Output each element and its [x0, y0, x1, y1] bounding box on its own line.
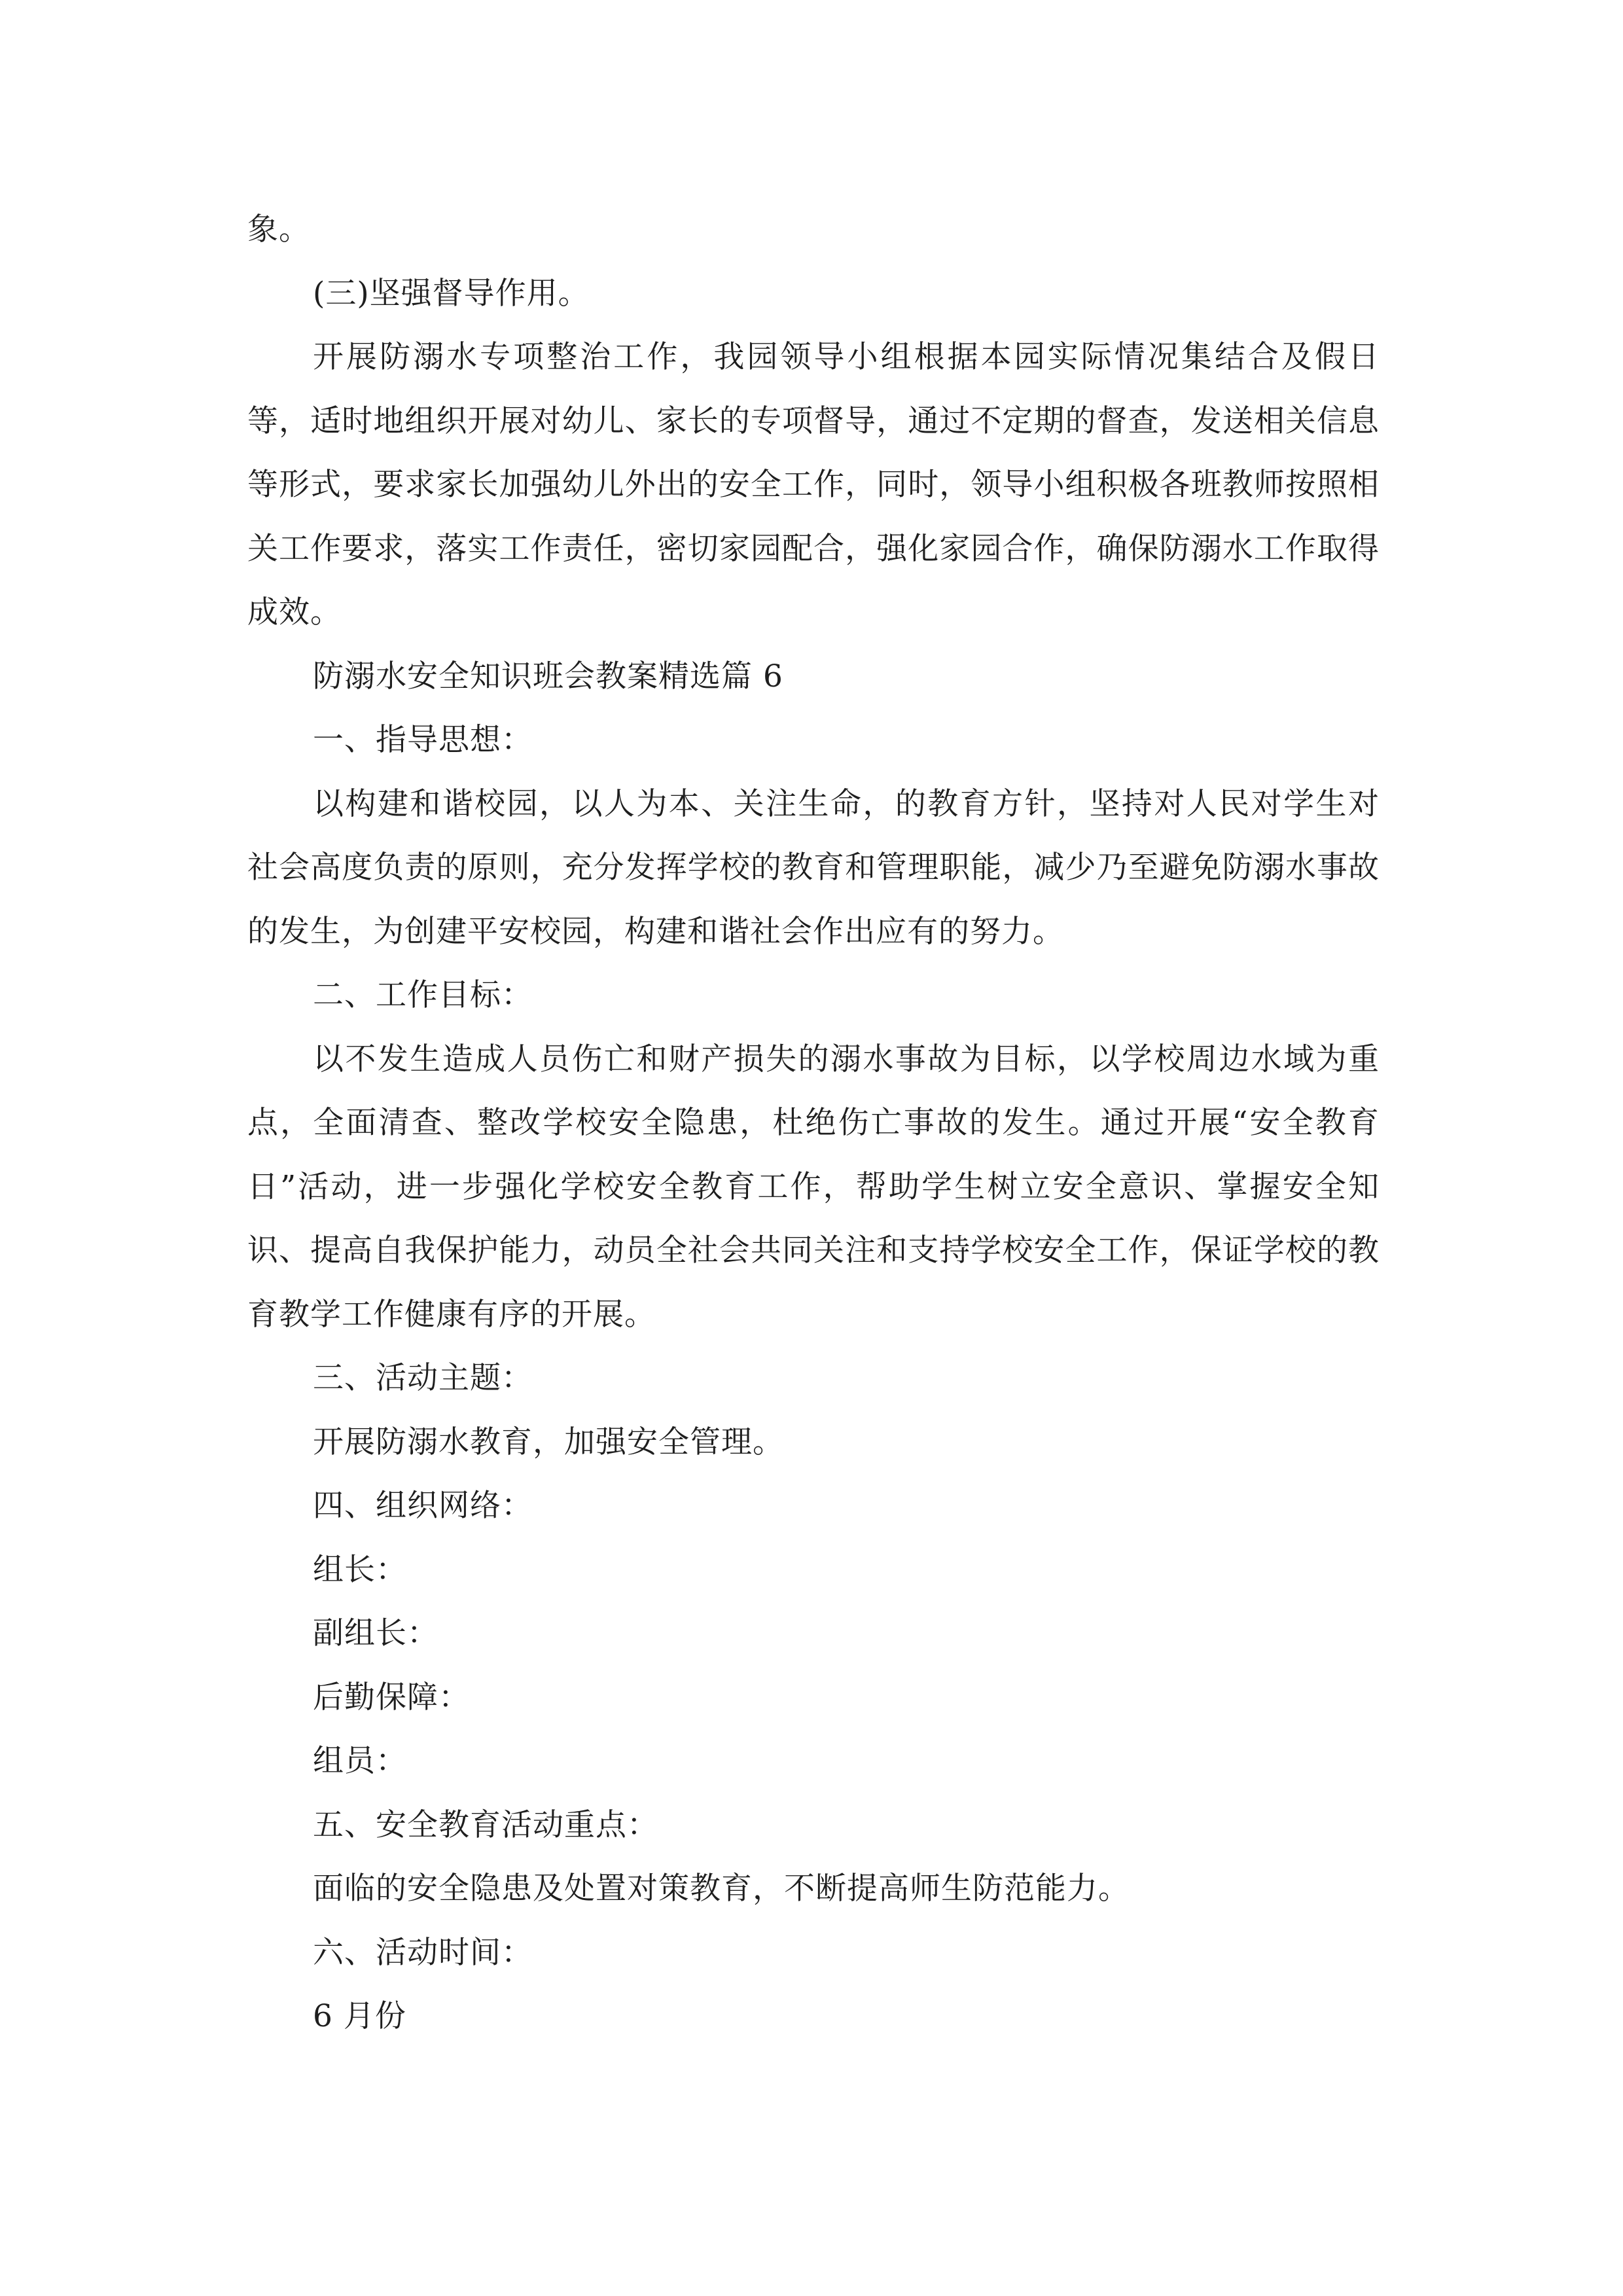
- section-heading-supervision: (三)坚强督导作用。: [313, 275, 590, 312]
- article-title: 防溺水安全知识班会教案精选篇 6: [313, 658, 783, 694]
- section-heading-guiding-ideology: 一、指导思想：: [313, 722, 533, 758]
- document-body: [247, 198, 1380, 2049]
- org-logistics: 后勤保障：: [313, 1679, 470, 1715]
- paragraph-activity-time: 6 月份: [313, 1998, 406, 2034]
- org-members: 组员：: [313, 1743, 407, 1779]
- org-deputy-leader: 副组长：: [313, 1615, 438, 1651]
- section-heading-key-points: 五、安全教育活动重点：: [313, 1806, 658, 1843]
- section-heading-activity-time: 六、活动时间：: [313, 1934, 533, 1971]
- paragraph-continuation: 象。: [247, 211, 310, 247]
- org-leader: 组长：: [313, 1551, 407, 1588]
- paragraph-guiding-ideology: 以构建和谐校园，以人为本、关注生命，的教育方针，坚持对人民对学生对社会高度负责的原则，充分发挥学校的教育和管理职能，减少乃至避免防溺水事故的发生，为创建平安校园，构建和谐社会作出应有的努力。: [247, 785, 1380, 950]
- paragraph-key-points: 面临的安全隐患及处置对策教育，不断提高师生防范能力。: [313, 1871, 1130, 1907]
- paragraph-supervision-body: 开展防溺水专项整治工作，我园领导小组根据本园实际情况集结合及假日等，适时地组织开展对幼儿、家长的专项督导，通过不定期的督查，发送相关信息等形式，要求家长加强幼儿外出的安全工作，同时，领导小组积极各班教师按照相关工作要求，落实工作责任，密切家园配合，强化家园合作，确保防溺水工作取得成效。: [247, 339, 1380, 630]
- section-heading-activity-theme: 三、活动主题：: [313, 1360, 533, 1396]
- paragraph-activity-theme: 开展防溺水教育，加强安全管理。: [313, 1424, 784, 1460]
- section-heading-organization: 四、组织网络：: [313, 1488, 533, 1524]
- paragraph-work-goals: 以不发生造成人员伤亡和财产损失的溺水事故为目标，以学校周边水域为重点，全面清查、整改学校安全隐患，杜绝伤亡事故的发生。通过开展“安全教育日”活动，进一步强化学校安全教育工作，帮助学生树立安全意识、掌握安全知识、提高自我保护能力，动员全社会共同关注和支持学校安全工作，保证学校的教育教学工作健康有序的开展。: [247, 1041, 1380, 1333]
- section-heading-work-goals: 二、工作目标：: [313, 977, 533, 1013]
